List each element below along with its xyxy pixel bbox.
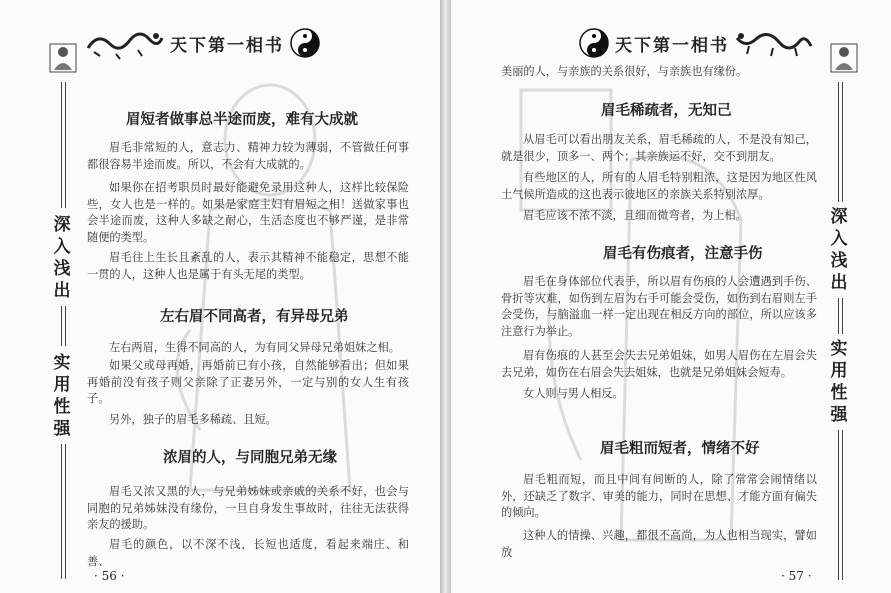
sidebar-char: 实: [53, 353, 71, 373]
page-header: [86, 18, 320, 68]
sidebar-char: 深: [830, 207, 848, 227]
dragon-icon: [86, 26, 164, 60]
paragraph: 眉毛又浓又黑的人，与兄弟姊妹或亲戚的关系不好，也会与同胞的兄弟姊妹没有缘份，一旦自身发生事故时，往往无法获得亲友的援助。: [87, 485, 409, 532]
section-heading: 眉毛有伤痕者，注意手伤: [603, 245, 763, 262]
paragraph: 左右两眉，生得不同高的人，为有同父异母兄弟姐妹之相。: [109, 341, 400, 354]
dragon-icon: [735, 26, 813, 60]
section-heading: 浓眉的人，与同胞兄弟无缘: [163, 449, 337, 466]
book-title: 天下第一相书: [615, 35, 729, 56]
paragraph: 如果你在招考职员时最好能避免录用这种人，这样比较保险些，女人也是一样的。如果是家庭主妇有眉短之相！送做家事也会半途而废，这种人多缺之耐心，生活态度也不够严谨，是非常随便的类型。: [87, 181, 409, 244]
sidebar-char: 深: [53, 215, 71, 235]
section-heading: 眉毛稀疏者，无知己: [601, 102, 732, 119]
yin-yang-icon: [290, 28, 320, 58]
paragraph: 女人则与男人相反。: [523, 387, 624, 400]
sidebar-label-bottom: [828, 338, 850, 426]
sidebar-label-bottom: [51, 352, 73, 440]
book-gutter: [440, 0, 451, 593]
paragraph: 从眉毛可以看出朋友关系，眉毛稀疏的人，不是没有知己，就是很少，顶多一、两个；其亲族运不好，交不到朋友。: [501, 133, 817, 163]
sidebar-char: 用: [830, 361, 848, 381]
sidebar-char: 浅: [830, 251, 848, 271]
paragraph: 另外，独子的眉毛多稀疏、且短。: [109, 413, 277, 426]
page-number: · 57 ·: [781, 569, 812, 583]
sidebar-label-top: [828, 206, 850, 294]
yin-yang-icon: [579, 28, 609, 58]
paragraph: 眉毛的颜色，以不深不浅，长短也适度，看起来端庄、和善、: [87, 538, 409, 568]
section-heading: 左右眉不同高者，有异母兄弟: [160, 308, 349, 325]
sidebar-char: 强: [830, 405, 848, 425]
page-header: [579, 18, 813, 68]
page-number: · 56 ·: [94, 569, 125, 583]
paragraph: 眉毛非常短的人，意志力、精神力较为薄弱，不管做任何事都很容易半途而废。所以，不会有大成就的。: [87, 141, 409, 171]
paragraph: 这种人的情操、兴趣，都很不高尚，为人也相当现实，譬如放: [501, 529, 817, 559]
sidebar-char: 入: [830, 229, 848, 249]
sidebar-rule: [61, 82, 66, 208]
paragraph: 如果父或母再婚，再婚前已有小孩，自然能够看出；但如果再婚前没有孩子则父亲除了正妻另外，一定与别的女人生有孩子。: [87, 359, 409, 406]
right-page: [451, 0, 891, 593]
left-page: [0, 0, 440, 593]
figure-vignette-icon: [48, 40, 78, 74]
sidebar-char: 性: [830, 383, 848, 403]
sidebar-char: 出: [830, 273, 848, 293]
paragraph: 有些地区的人，所有的人眉毛特别粗浓，这是因为地区性风土气候所造成的这也表示彼地区的亲族关系特别浓厚。: [501, 171, 817, 201]
paragraph: 眉毛粗而短，而且中间有间断的人，除了常常会闹情绪以外，还缺乏了数字、审美的能力，同时在思想、才能方面有偏失的倾向。: [501, 473, 817, 520]
paragraph: 眉毛在身体部位代表手，所以眉有伤痕的人会遭遇到手伤、骨折等灾难，如伤到左眉为右手可能会受伤，如伤到右眉则左手会受伤，与脑溢血一样一定出现在相反方向的部位，所以应该多注意行为举止。: [501, 275, 817, 338]
sidebar-char: 用: [53, 375, 71, 395]
sidebar-rule: [838, 82, 843, 202]
sidebar-rule: [61, 306, 66, 346]
sidebar-char: 强: [53, 419, 71, 439]
paragraph: 眉毛应该不浓不淡，且细而微弯者，为上相。: [523, 209, 747, 222]
sidebar-char: 入: [53, 237, 71, 257]
sidebar-rule: [61, 444, 66, 579]
sidebar-char: 实: [830, 339, 848, 359]
book-title: 天下第一相书: [170, 35, 284, 56]
figure-vignette-icon: [829, 40, 859, 74]
sidebar-rule: [838, 298, 843, 334]
sidebar-label-top: [51, 214, 73, 302]
sidebar-char: 性: [53, 397, 71, 417]
paragraph: 美丽的人，与亲族的关系很好，与亲族也有缘份。: [501, 65, 748, 78]
section-heading: 眉毛粗而短者，情绪不好: [600, 440, 760, 457]
sidebar-rule: [838, 430, 843, 580]
paragraph: 眉毛往上生长且紊乱的人，表示其精神不能稳定，思想不能一贯的人，这种人也是属于有头无尾的类型。: [87, 251, 409, 281]
sidebar-char: 出: [53, 281, 71, 301]
sidebar-char: 浅: [53, 259, 71, 279]
section-heading: 眉短者做事总半途而废，难有大成就: [126, 111, 358, 128]
paragraph: 眉有伤痕的人甚至会失去兄弟姐妹，如男人眉伤在左眉会失去兄弟，如伤在右眉会失去姐妹，也就是兄弟姐妹会短寿。: [501, 349, 817, 379]
